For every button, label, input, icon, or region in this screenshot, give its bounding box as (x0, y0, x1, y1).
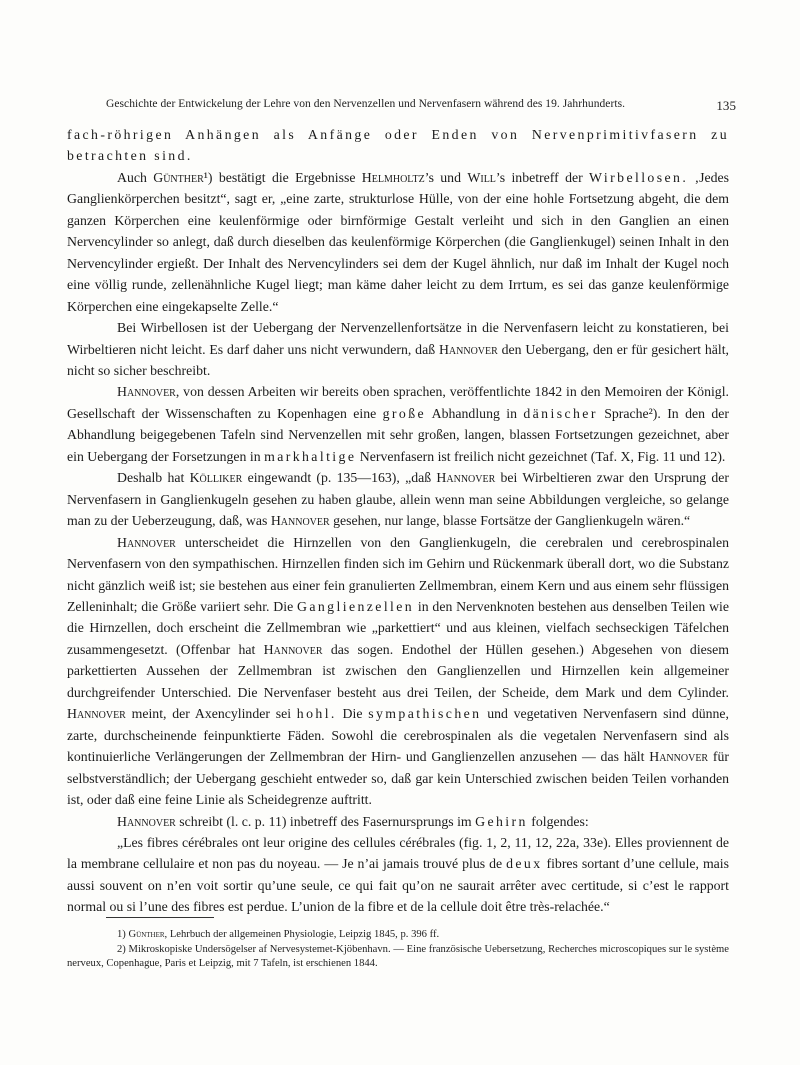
paragraph-3 (67, 317, 729, 381)
spaced-text: hohl. (296, 706, 337, 722)
text-run: ’s inbetreff der (495, 169, 590, 185)
main-text (67, 124, 729, 918)
spaced-text: sympathischen (368, 706, 482, 722)
spaced-text: fach-röhrigen Anhängen als Anfänge oder Enden von Nervenprimitivfasern zu betrachten sind. (67, 127, 729, 164)
author-name: Hannover (67, 706, 126, 722)
text-run: Nervenfasern ist freilich nicht gezeichnet (Taf. X, Fig. 11 und 12). (356, 448, 726, 464)
author-name: Günther (153, 169, 204, 185)
author-name: Helmholtz (361, 169, 425, 185)
text-run: bei Wirbeltieren zwar den Ursprung der Nervenfasern in Ganglienkugeln gesehen zu haben glaube, allein wenn man seine Abbildungen vergleiche, so gelange man zu der Ueberzeugung, daß, was (67, 470, 730, 529)
spaced-text: Ganglienzellen (297, 598, 415, 614)
page-number: 135 (716, 98, 736, 113)
author-name: Hannover (270, 513, 330, 529)
text-run: ¹) bestätigt die Ergebnisse (203, 169, 362, 185)
text-run: unterscheidet die Hirnzellen von den Ganglienkugeln, die cerebralen und cerebrospinalen Nervenfasern von den sympathischen. Hirnzellen finden sich im Gehirn und Rückenmark überall dort, wo die Substanz nicht gänzlich weiß ist; sie bestehen aus einer fein granulierten Zellmembran, einem Kern und aus einem sehr flüssigen Zelleninhalt; die Größe variiert sehr. Die (67, 534, 729, 614)
text-run: ’s und (424, 169, 468, 185)
author-name: Hannover (438, 341, 498, 357)
spaced-text: Gehirn (475, 813, 528, 829)
author-name: Hannover (117, 384, 176, 400)
author-name: Hannover (117, 534, 176, 550)
author-name: Hannover (649, 749, 709, 765)
text-run: das sogen. Endothel der Hüllen gesehen.) Abgesehen von diesem parkettierten Aussehen der Zellmembran ist zwischen den Ganglienzellen und Hirnzellen kein allgemeiner durchgreifender Unterschied. Die Nervenfaser besteht aus drei Teilen, der Scheide, dem Mark und dem Cylinder. (67, 641, 729, 700)
running-title: Geschichte der Entwickelung der Lehre von den Nervenzellen und Nervenfasern während des 19. Jahrhunderts. (106, 98, 626, 110)
text-run: , von dessen Arbeiten wir bereits oben sprachen, veröffentlichte 1842 in den Memoiren der Königl. Gesellschaft der Wissenschaften zu Kopenhagen eine (67, 384, 729, 421)
running-header (106, 98, 738, 113)
paragraph-5 (67, 467, 729, 531)
author-name: Hannover (436, 470, 496, 486)
text-run: Deshalb hat (117, 470, 190, 486)
author-name: Hannover (117, 813, 176, 829)
text-run: den Uebergang, den er für gesichert hält, nicht so sicher beschreibt. (67, 341, 730, 378)
paragraph-6 (67, 532, 729, 811)
footnote-divider (106, 917, 214, 918)
author-name: Will (467, 169, 496, 185)
spaced-text: markhaltige (264, 448, 357, 464)
text-run: Sprache²). In den der Abhandlung beigegebenen Tafeln sind Nervenzellen mit sehr großen, langen, blassen Fortsetzungen gezeichnet, aber ein Uebergang der Forsetzungen in (67, 405, 729, 464)
text-run: und vegetativen Nervenfasern sind dünne, zarte, durchscheinende feinpunktierte Fäden. Sowohl die cerebrospinalen als die vegetalen Nervenfasern sind als kontinuierliche Verlängerungen der Zellmembran der Hirn- und Ganglienzellen anzusehen — das hält (67, 706, 729, 765)
text-run: schreibt (l. c. p. 11) inbetreff des Fasernursprungs im (175, 813, 476, 829)
text-run: Auch (117, 169, 154, 185)
text-run: Abhandlung in (426, 405, 524, 421)
paragraph-7 (67, 811, 729, 832)
paragraph-2 (67, 167, 729, 317)
spaced-text: dänischer (523, 405, 598, 421)
spaced-text: große (382, 405, 427, 421)
paragraph-8-quote (67, 832, 729, 918)
footnotes (67, 928, 729, 972)
spaced-text: deux (506, 856, 543, 872)
author-name: Kölliker (189, 470, 243, 486)
author-name: Günther (128, 929, 165, 940)
paragraph-1 (67, 124, 729, 167)
footnote-marker: 1) (117, 929, 129, 940)
spaced-text: Wirbellosen. (589, 169, 689, 185)
text-run: , Lehrbuch der allgemeinen Physiologie, Leipzig 1845, p. 396 ff. (164, 929, 440, 940)
text-run: in den Nervenknoten bestehen aus denselben Teilen wie die Hirnzellen, doch erscheint die Zellmembran wie „parkettiert“ und aus kleinen, vielfach sechseckigen Täfelchen zusammengesetzt. (Offenbar hat (67, 598, 729, 657)
footnote-2: 2) Mikroskopiske Undersögelser af Nervesystemet-Kjöbenhavn. — Eine französische Uebersetzung, Recherches microscopiques sur le système nerveux, Copenhague, Paris et Leipzig, mit 7 Tafeln, ist erschienen 1844. (67, 943, 729, 970)
text-run: für selbstverständlich; der Uebergang geschieht entweder so, daß gar kein Unterschied zwischen beiden Teilen vorhanden ist, oder daß eine feine Linie als Scheidegrenze auftritt. (67, 749, 730, 808)
text-run: „Les fibres cérébrales ont leur origine des cellules cérébrales (fig. 1, 2, 11, 12, 22a, 33e). Elles proviennent de la membrane cellulaire et non pas du noyeau. — Je n’ai jamais trouvé plus de (67, 834, 729, 872)
text-run: ‚Jedes Ganglienkörperchen besitzt“, sagt er, „eine zarte, strukturlose Hülle, von der eine hohle Fortsetzung abgeht, die dem ganzen Körperchen eine keulenförmige oder birnförmige Gestalt verleiht und sich in den Ganglien an einen Nervencylinder so anlegt, daß durch dieselben das keulenförmige Körperchen (die Ganglienkugel) seinen Inhalt in den Nervencylinder ergießt. Der Inhalt des Nervencylinders sei dem der Kugel ähnlich, nur daß im Inhalt der Kugel noch eine völlig runde, zellenähnliche Kugel liegt; man käme daher leicht zu dem Irrtum, es sei das ganze keulenförmige Körperchen eine eingekapselte Zelle.“ (67, 169, 730, 314)
text-run: gesehen, nur lange, blasse Fortsätze der Ganglienkugeln wären.“ (329, 513, 691, 529)
text-run: eingewandt (p. 135—163), „daß (242, 470, 437, 486)
text-run: Die (336, 706, 369, 722)
text-run: fibres sortant d’une cellule, mais aussi souvent on n’en voit sortir qu’une seule, ce qui fait qu’on ne saurait arrêter avec certitude, si c’est le rapport normal ou si l’une des fibres est perdue. L’union de la fibre et de la cellule doit être très-relachée.“ (67, 856, 729, 915)
text-run: Bei Wirbellosen ist der Uebergang der Nervenzellenfortsätze in die Nervenfasern leicht zu konstatieren, bei Wirbeltieren nicht leicht. Es darf daher uns nicht verwundern, daß (67, 320, 729, 357)
paragraph-4 (67, 381, 729, 467)
text-run: folgendes: (527, 813, 589, 829)
author-name: Hannover (263, 641, 323, 657)
footnote-1 (67, 928, 729, 943)
text-run: meint, der Axencylinder sei (125, 706, 297, 722)
